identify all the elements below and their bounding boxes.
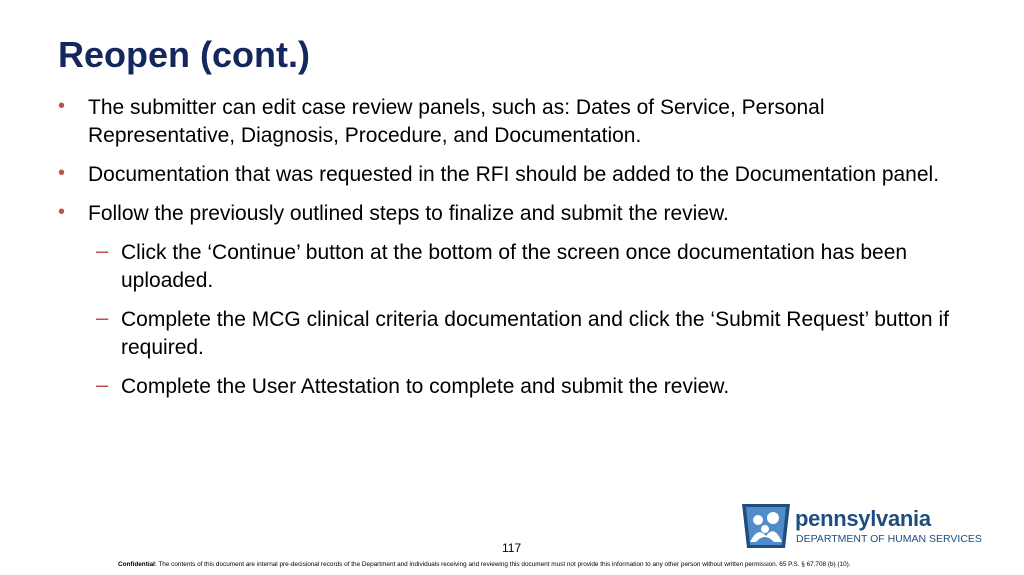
- sub-bullet-marker: –: [96, 372, 109, 397]
- slide-title: Reopen (cont.): [58, 34, 310, 75]
- sub-bullet-text: Click the ‘Continue’ button at the bottom of the screen once documentation has been uploaded.: [121, 241, 908, 292]
- logo-department: DEPARTMENT OF HUMAN SERVICES: [796, 533, 982, 545]
- sub-bullet-text: Complete the MCG clinical criteria documentation and click the ‘Submit Request’ button if required.: [121, 308, 949, 359]
- sub-bullet-item: [58, 306, 958, 362]
- page-number: 117: [502, 541, 522, 555]
- logo-name: pennsylvania: [795, 506, 931, 531]
- confidential-label: Confidential: [118, 561, 155, 568]
- bullet-text: Follow the previously outlined steps to finalize and submit the review.: [88, 202, 729, 225]
- sub-bullet-item: [58, 239, 958, 295]
- bullet-text: The submitter can edit case review panels, such as: Dates of Service, Personal Representative, Diagnosis, Procedure, and Documentation.: [88, 96, 825, 147]
- bullet-text: Documentation that was requested in the RFI should be added to the Documentation panel.: [88, 163, 940, 186]
- bullet-item: [58, 161, 958, 189]
- bullet-marker: •: [58, 95, 66, 117]
- bullet-item: [58, 94, 958, 150]
- confidential-text: : The contents of this document are internal pre-decisional records of the Department and individuals receiving and reviewing this document must not provide this information to any other person without written permission. 65 P.S. § 67.708 (b) (10).: [154, 561, 851, 568]
- keystone-family-icon: [740, 502, 792, 550]
- sub-bullet-item: [58, 373, 958, 401]
- bullet-item: [58, 200, 958, 228]
- bullet-marker: •: [58, 162, 66, 184]
- bullet-marker: •: [58, 201, 66, 223]
- bullet-list: [58, 94, 958, 412]
- sub-bullet-marker: –: [96, 305, 109, 330]
- sub-bullet-marker: –: [96, 238, 109, 263]
- sub-bullet-text: Complete the User Attestation to complete and submit the review.: [121, 375, 730, 398]
- dhs-logo: [740, 502, 980, 552]
- confidentiality-notice: [118, 561, 851, 568]
